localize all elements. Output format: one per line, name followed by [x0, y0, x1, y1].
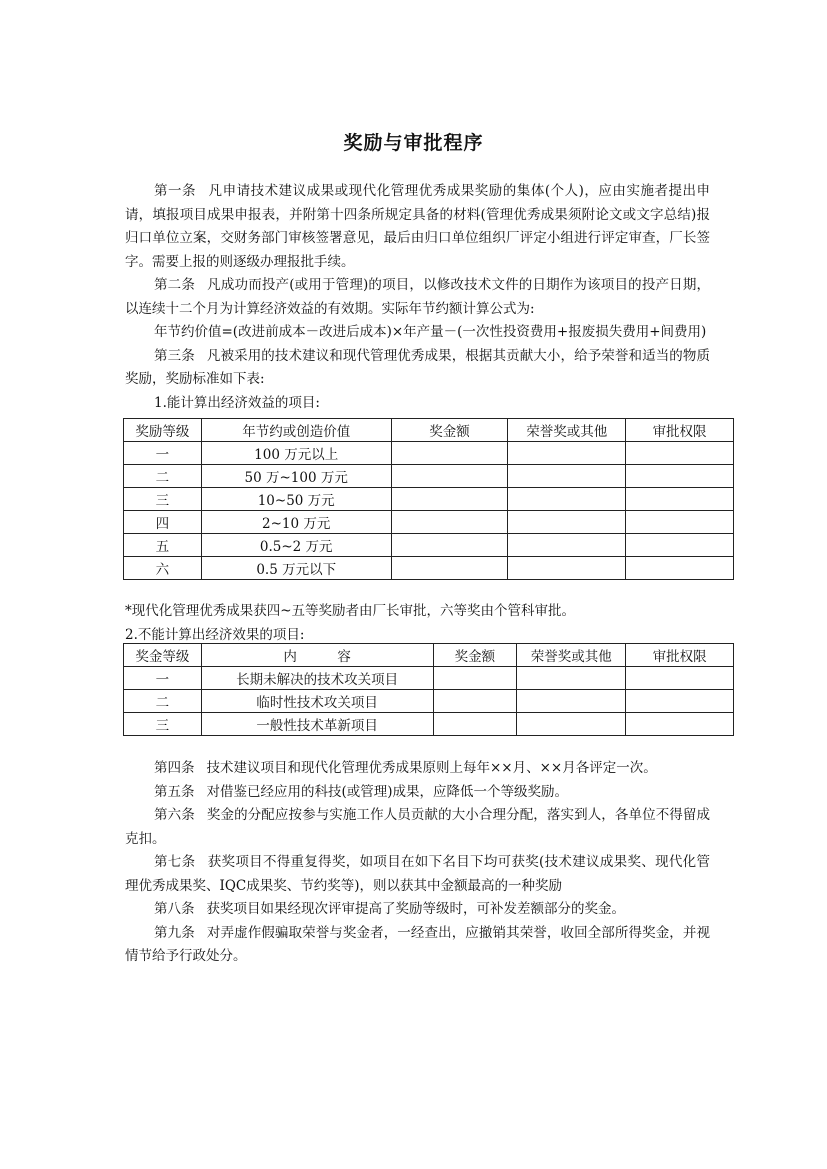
table-header-cell: 奖金额 [433, 644, 517, 667]
table-cell: 四 [124, 511, 202, 534]
article-text: 凡被采用的技术建议和现代管理优秀成果，根据其贡献大小，给予荣誉和适当的物质奖励，奖励标准如下表: [125, 347, 711, 387]
article-9 [125, 922, 710, 969]
article-label: 第四条 [154, 760, 195, 776]
table-cell [626, 488, 734, 511]
article-label: 第三条 [154, 347, 195, 364]
articles-bottom [125, 757, 710, 969]
article-text: 获奖项目如果经现次评审提高了奖励等级时，可补发差额部分的奖金。 [206, 901, 625, 917]
reward-table-1 [123, 418, 734, 580]
article-text: 获奖项目不得重复得奖，如项目在如下名目下均可获奖(技术建议成果奖、现代化管理优秀成果奖、IQC成果奖、节约奖等)，则以获其中金额最高的一种奖励 [125, 854, 710, 894]
table-cell [508, 488, 626, 511]
table-cell: 2~10 万元 [201, 511, 391, 534]
table-cell: 一 [124, 667, 202, 690]
table-header-cell: 荣誉奖或其他 [508, 419, 626, 442]
table-cell: 长期未解决的技术攻关项目 [201, 667, 433, 690]
article-label: 第六条 [154, 807, 195, 823]
article-text: 对借鉴已经应用的科技(或管理)成果，应降低一个等级奖励。 [206, 783, 569, 800]
table-cell [508, 442, 626, 465]
table-cell [508, 534, 626, 557]
table-row [124, 534, 734, 557]
table-header-row [124, 419, 734, 442]
articles-top [125, 180, 710, 415]
table-cell: 三 [124, 713, 202, 736]
table-header-cell: 年节约或创造价值 [201, 419, 391, 442]
article-text: 技术建议项目和现代化管理优秀成果原则上每年××月、××月各评定一次。 [206, 760, 657, 776]
table-cell [626, 713, 734, 736]
table-cell: 一般性技术革新项目 [201, 713, 433, 736]
article-label: 第五条 [154, 783, 195, 800]
table1-caption: 1.能计算出经济效益的项目: [154, 394, 320, 411]
table2-caption: 2.不能计算出经济效果的项目: [125, 626, 305, 643]
table-cell [626, 557, 734, 580]
table-header-cell: 荣誉奖或其他 [517, 644, 626, 667]
article-8 [125, 898, 710, 922]
reward-table-2 [123, 643, 734, 736]
table-cell: 临时性技术攻关项目 [201, 690, 433, 713]
table-cell: 10~50 万元 [201, 488, 391, 511]
table-header-cell: 奖金等级 [124, 644, 202, 667]
article-5 [125, 781, 710, 805]
article-label: 第八条 [154, 901, 195, 917]
table-header-cell: 内 容 [201, 644, 433, 667]
table-cell [433, 690, 517, 713]
table-cell: 二 [124, 690, 202, 713]
table-row [124, 557, 734, 580]
table-cell: 100 万元以上 [201, 442, 391, 465]
table-header-row [124, 644, 734, 667]
article-text: 奖金的分配应按参与实施工作人员贡献的大小合理分配，落实到人，各单位不得留成克扣。 [125, 807, 711, 847]
table-cell [626, 667, 734, 690]
table-header-cell: 奖励等级 [124, 419, 202, 442]
article-1 [125, 180, 710, 274]
table-cell: 五 [124, 534, 202, 557]
approval-note: *现代化管理优秀成果获四~五等奖励者由厂长审批，六等奖由个管科审批。 [125, 603, 576, 619]
table-cell: 二 [124, 465, 202, 488]
table-cell [626, 511, 734, 534]
table-row [124, 442, 734, 465]
article-text: 对弄虚作假骗取荣誉与奖金者，一经查出，应撤销其荣誉，收回全部所得奖金，并视情节给予行政处分。 [125, 924, 711, 964]
table-cell [433, 667, 517, 690]
table-cell [391, 557, 508, 580]
table-cell: 0.5 万元以下 [201, 557, 391, 580]
table-cell [508, 557, 626, 580]
note-block [125, 600, 745, 647]
article-text: 凡申请技术建议成果或现代化管理优秀成果奖励的集体(个人)，应由实施者提出申请，填报项目成果申报表，并附第十四条所规定具备的材料(管理优秀成果须附论文或文字总结)报归口单位立案，交财务部门审核签署意见，最后由归口单位组织厂评定小组进行评定审查，厂长签字。需要上报的则逐级办理报批手续。 [125, 183, 710, 270]
table-cell [626, 442, 734, 465]
table-cell [626, 534, 734, 557]
table-cell [517, 713, 626, 736]
table-cell: 六 [124, 557, 202, 580]
article-label: 第九条 [154, 924, 195, 941]
article-label: 第七条 [154, 854, 196, 870]
table-cell [517, 667, 626, 690]
formula: 年节约价值=(改进前成本－改进后成本)×年产量－(一次性投资费用+报废损失费用+间费用) [154, 324, 707, 340]
table-header-cell: 奖金额 [391, 419, 508, 442]
table-cell: 50 万~100 万元 [201, 465, 391, 488]
table-cell [508, 465, 626, 488]
table-cell [626, 465, 734, 488]
table-row [124, 488, 734, 511]
article-text: 凡成功而投产(或用于管理)的项目，以修改技术文件的日期作为该项目的投产日期，以连续十二个月为计算经济效益的有效期。实际年节约额计算公式为: [125, 277, 710, 317]
table-cell: 一 [124, 442, 202, 465]
table-cell [433, 713, 517, 736]
table-cell [391, 534, 508, 557]
table-row [124, 465, 734, 488]
table-cell [508, 511, 626, 534]
page-title: 奖励与审批程序 [343, 132, 484, 154]
table-cell: 0.5~2 万元 [201, 534, 391, 557]
article-3 [125, 345, 710, 392]
table-cell [517, 690, 626, 713]
article-6 [125, 804, 710, 851]
table-header-cell: 审批权限 [626, 644, 734, 667]
article-7 [125, 851, 710, 898]
table-cell [626, 690, 734, 713]
article-2 [125, 274, 710, 321]
table-cell [391, 511, 508, 534]
table-cell [391, 442, 508, 465]
article-label: 第一条 [154, 183, 197, 199]
table-header-cell: 审批权限 [626, 419, 734, 442]
table-row [124, 690, 734, 713]
table-row [124, 667, 734, 690]
table-cell [391, 488, 508, 511]
table-row [124, 713, 734, 736]
table-cell: 三 [124, 488, 202, 511]
table-cell [391, 465, 508, 488]
table-row [124, 511, 734, 534]
article-label: 第二条 [154, 277, 196, 293]
article-4 [125, 757, 710, 781]
